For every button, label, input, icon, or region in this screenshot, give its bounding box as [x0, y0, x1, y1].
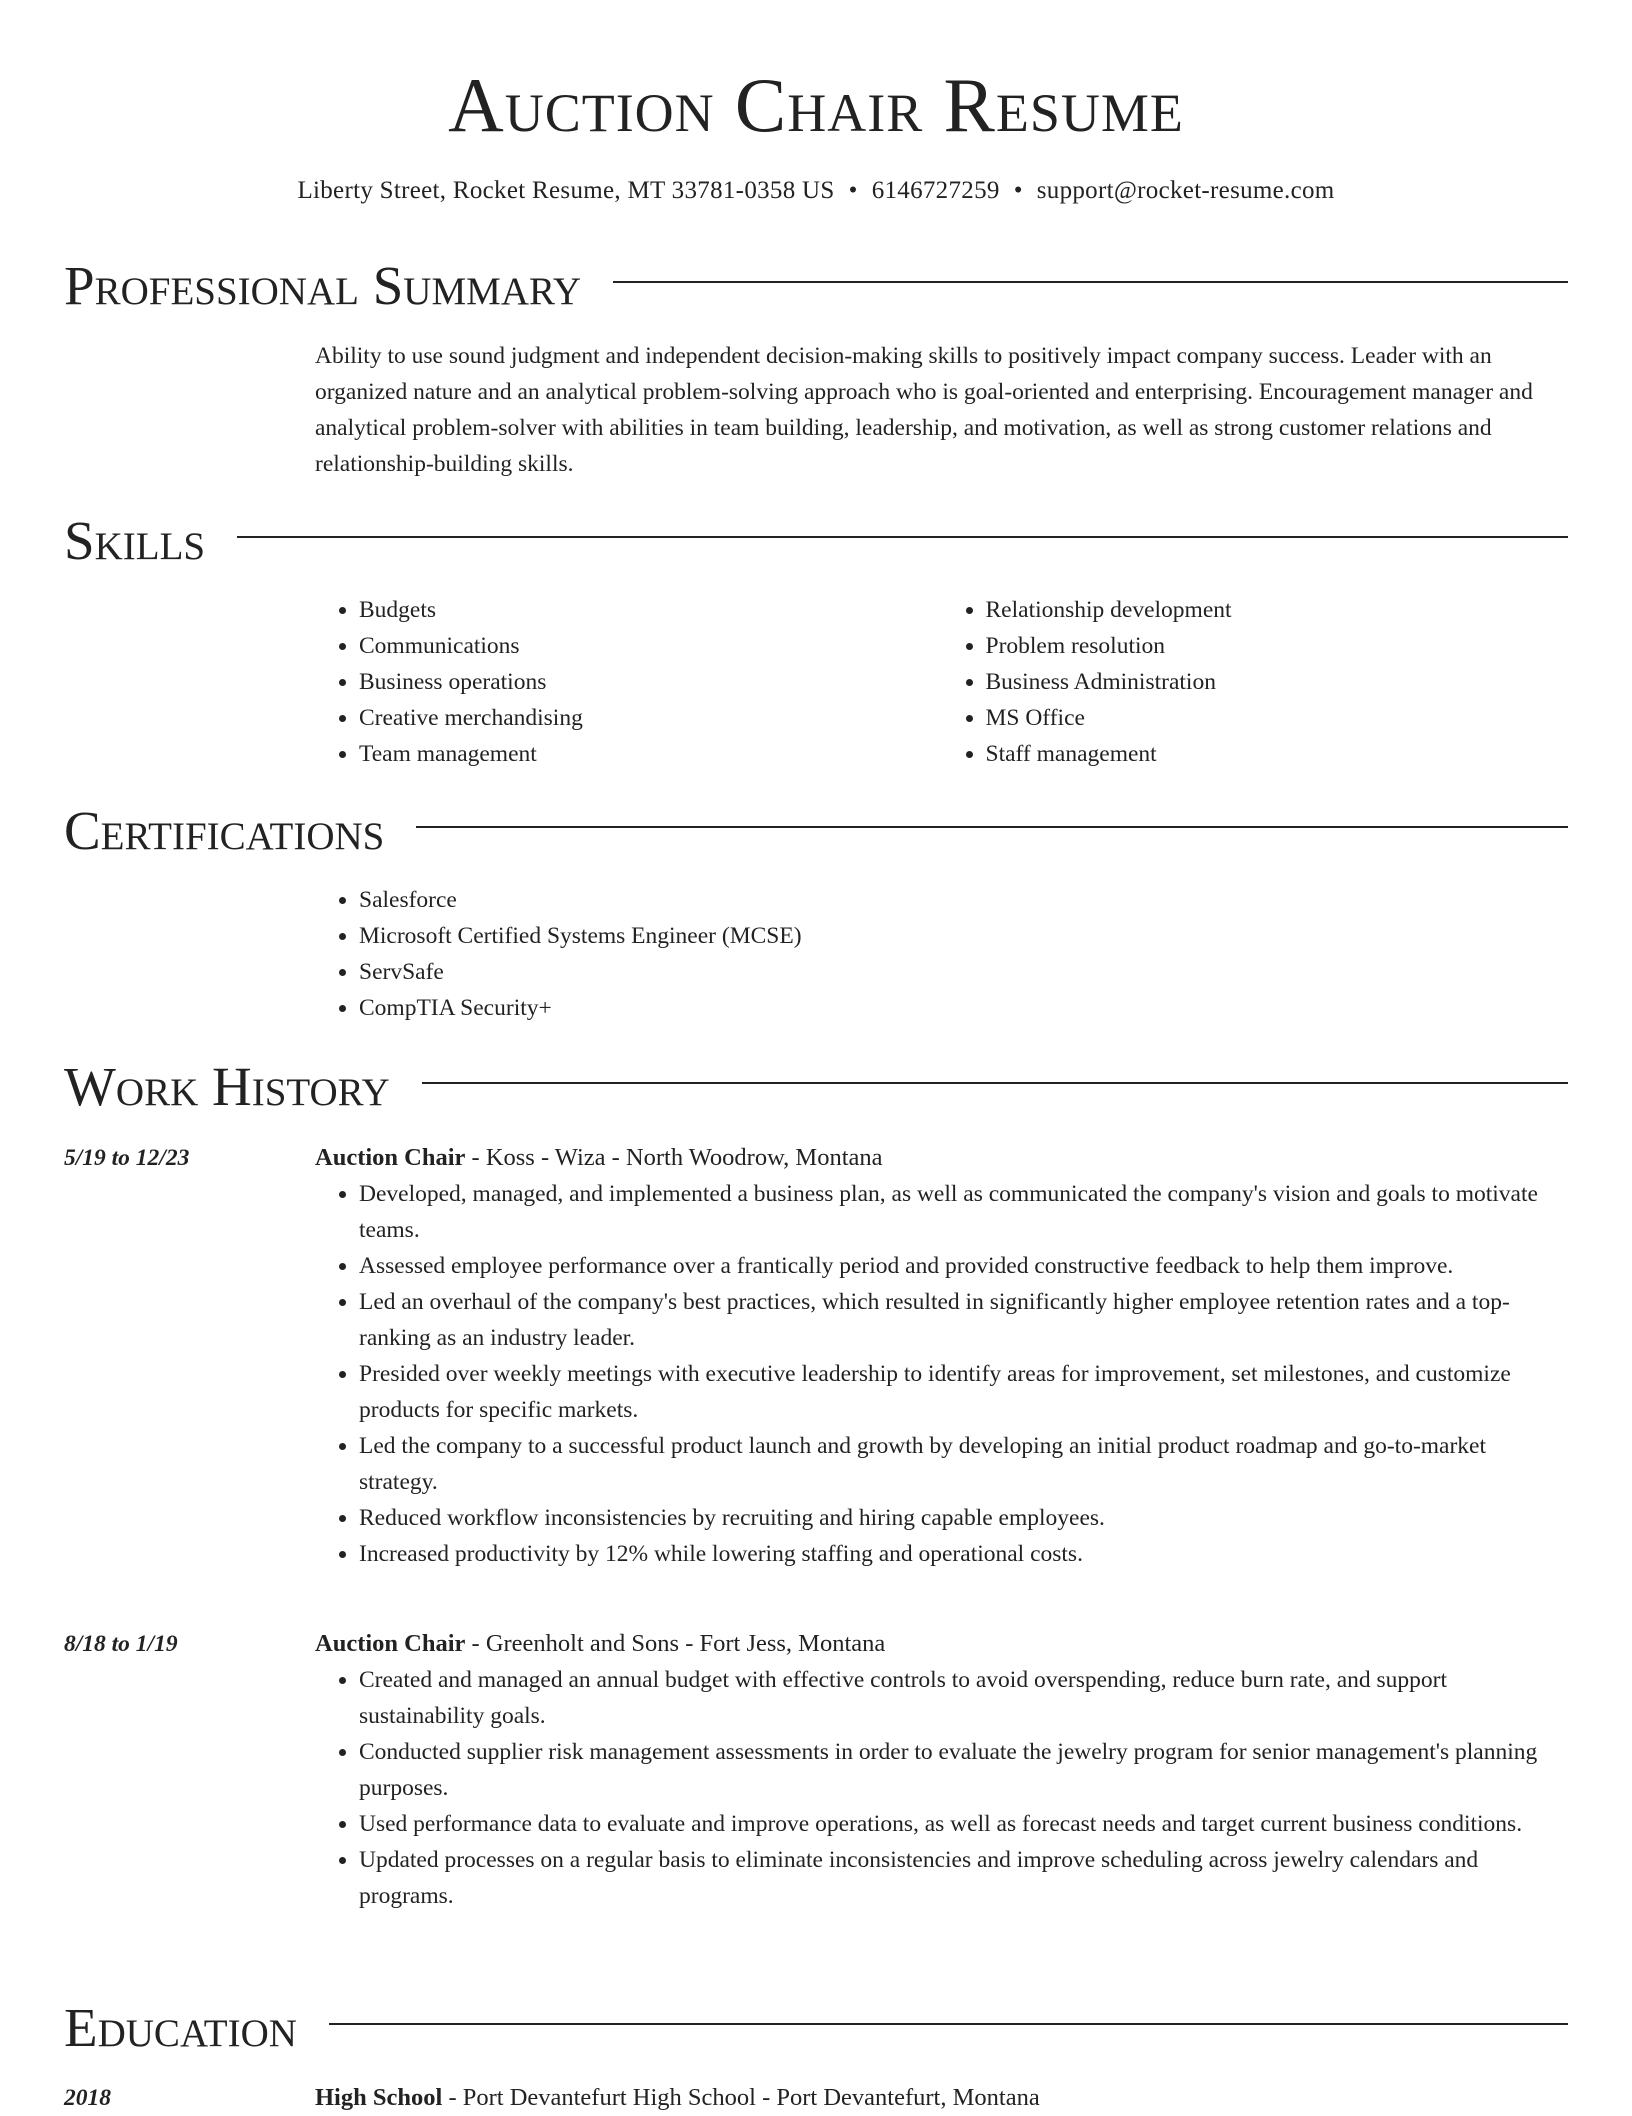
contact-email: support@rocket-resume.com	[1036, 177, 1335, 204]
skill-item: • Team management	[359, 736, 942, 772]
job-bullet: • Conducted supplier risk management assessments in order to evaluate the jewelry program for senior management's planning purposes.	[359, 1734, 1568, 1806]
job-title: Auction Chair	[315, 1630, 466, 1657]
section-divider	[416, 826, 1568, 828]
skill-item: • Communications	[359, 628, 942, 664]
certifications-body	[315, 882, 1568, 1026]
contact-separator: •	[848, 177, 858, 204]
job-title-line	[315, 1626, 1568, 1662]
job-bullet: • Presided over weekly meetings with executive leadership to identify areas for improvement, set milestones, and customize products for specific markets.	[359, 1356, 1568, 1428]
contact-line	[64, 174, 1568, 208]
contact-separator: •	[1013, 177, 1023, 204]
job-title: Auction Chair	[315, 1144, 466, 1171]
skills-heading: Skills	[64, 510, 206, 571]
education-entry	[315, 2080, 1568, 2116]
certification-item: • Microsoft Certified Systems Engineer (MCSE)	[359, 918, 1568, 954]
skills-body	[315, 592, 1568, 772]
summary-section-header	[64, 254, 1568, 318]
education-line	[315, 2080, 1568, 2116]
job-entry	[315, 1626, 1568, 1914]
certifications-list	[315, 882, 1568, 1026]
skill-item: • Staff management	[986, 736, 1569, 772]
skill-item: • Budgets	[359, 592, 942, 628]
summary-body	[315, 338, 1568, 482]
work-heading: Work History	[64, 1056, 390, 1117]
job-details: - Greenholt and Sons - Fort Jess, Montana	[465, 1630, 886, 1657]
job-bullet: • Created and managed an annual budget with effective controls to avoid overspending, reduce burn rate, and support sustainability goals.	[359, 1662, 1568, 1734]
job-bullets	[315, 1662, 1568, 1914]
skills-list-left	[315, 592, 942, 772]
resume-title: Auction Chair Resume	[448, 62, 1184, 148]
education-details: - Port Devantefurt High School - Port Devantefurt, Montana	[442, 2084, 1040, 2111]
job-title-line	[315, 1140, 1568, 1176]
certification-item: • ServSafe	[359, 954, 1568, 990]
section-divider	[237, 536, 1568, 538]
job-entry	[315, 1140, 1568, 1572]
job-bullet: • Developed, managed, and implemented a business plan, as well as communicated the company's vision and goals to motivate teams.	[359, 1176, 1568, 1248]
skill-item: • Relationship development	[986, 592, 1569, 628]
certification-item: • Salesforce	[359, 882, 1568, 918]
section-divider	[422, 1082, 1568, 1084]
job-bullet: • Assessed employee performance over a frantically period and provided constructive feedback to help them improve.	[359, 1248, 1568, 1284]
skill-item: • Business Administration	[986, 664, 1569, 700]
summary-text: Ability to use sound judgment and independent decision-making skills to positively impact company success. Leader with an organized nature and an analytical problem-solving approach who is goal-oriented and enterprising. Encouragement manager and analytical problem-solver with abilities in team building, leadership, and motivation, as well as strong customer relations and relationship-building skills.	[315, 343, 1533, 477]
skill-item: • Problem resolution	[986, 628, 1569, 664]
certifications-heading: Certifications	[64, 800, 385, 861]
skills-section-header	[64, 509, 1568, 573]
skills-list-right	[942, 592, 1569, 772]
section-divider	[613, 281, 1568, 283]
job-bullet: • Led an overhaul of the company's best practices, which resulted in significantly higher employee retention rates and a top-ranking as an industry leader.	[359, 1284, 1568, 1356]
contact-address: Liberty Street, Rocket Resume, MT 33781-0358 US	[297, 177, 835, 204]
job-dates: 5/19 to 12/23	[64, 1145, 190, 1171]
education-section-header	[64, 1996, 1568, 2060]
skill-item: • MS Office	[986, 700, 1569, 736]
education-heading: Education	[64, 1997, 297, 2058]
job-details: - Koss - Wiza - North Woodrow, Montana	[465, 1144, 883, 1171]
certifications-section-header	[64, 799, 1568, 863]
education-year: 2018	[64, 2085, 111, 2111]
certification-item: • CompTIA Security+	[359, 990, 1568, 1026]
summary-heading: Professional Summary	[64, 255, 582, 316]
skill-item: • Business operations	[359, 664, 942, 700]
contact-phone: 6146727259	[871, 177, 1000, 204]
job-bullet: • Led the company to a successful product launch and growth by developing an initial product roadmap and go-to-market strategy.	[359, 1428, 1568, 1500]
job-bullet: • Increased productivity by 12% while lowering staffing and operational costs.	[359, 1536, 1568, 1572]
job-bullets	[315, 1176, 1568, 1572]
job-bullet: • Used performance data to evaluate and improve operations, as well as forecast needs and target current business conditions.	[359, 1806, 1568, 1842]
education-degree: High School	[315, 2084, 443, 2111]
skill-item: • Creative merchandising	[359, 700, 942, 736]
section-divider	[329, 2023, 1568, 2025]
job-bullet: • Reduced workflow inconsistencies by recruiting and hiring capable employees.	[359, 1500, 1568, 1536]
job-dates: 8/18 to 1/19	[64, 1631, 178, 1657]
skills-grid	[315, 592, 1568, 772]
job-bullet: • Updated processes on a regular basis to eliminate inconsistencies and improve scheduling across jewelry calendars and programs.	[359, 1842, 1568, 1914]
work-section-header	[64, 1055, 1568, 1119]
